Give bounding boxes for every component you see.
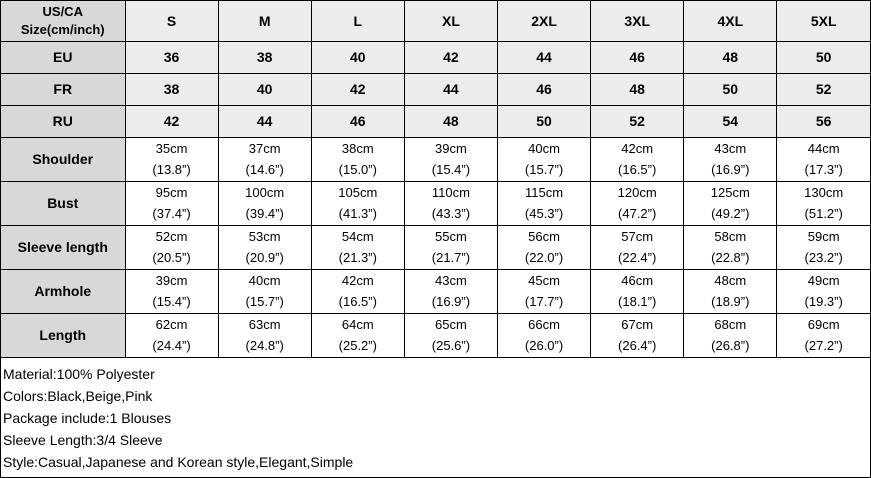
international-sizes-body [1,41,870,137]
measurement-inch: (15.7”) [524,162,564,177]
measurement-inch: (14.6”) [245,162,284,177]
measurement-cell [498,137,591,181]
measurement-cm: 105cm [338,185,378,200]
measurement-inch: (16.9”) [711,162,750,177]
measurement-cm: 65cm [435,317,467,332]
measurement-cm: 45cm [528,273,560,288]
measurement-cm: 44cm [807,141,840,156]
measurement-inch: (15.4”) [431,162,471,177]
size-conversion-cell: 48 [404,105,497,137]
size-header-s: S [125,1,218,41]
measurement-cell [311,313,404,357]
size-conversion-cell: 50 [498,105,591,137]
measurement-inch: (23.2”) [804,250,843,265]
size-conversion-cell: 50 [777,41,870,73]
measurement-row [1,137,870,181]
measurement-inch: (16.5”) [338,294,377,309]
international-size-row [1,73,870,105]
measurement-cell [777,137,870,181]
measurement-inch: (19.3”) [804,294,843,309]
corner-header-cell [1,1,125,41]
measurement-cell [404,313,497,357]
size-conversion-cell: 52 [591,105,684,137]
measurement-inch: (18.1”) [618,294,657,309]
measurement-cm: 125cm [710,185,750,200]
size-conversion-cell: 40 [218,73,311,105]
measurement-cell [498,181,591,225]
measurement-cell [777,181,870,225]
size-conversion-cell: 44 [218,105,311,137]
measurement-inch: (27.2”) [804,338,843,353]
size-conversion-cell: 44 [404,73,497,105]
measurement-cell [404,225,497,269]
measurement-cell [218,137,311,181]
measurement-inch: (26.0”) [524,338,564,353]
measurement-cell [591,225,684,269]
corner-label-line2: Size(cm/inch) [20,21,105,37]
measurement-inch: (15.0”) [338,162,377,177]
measurement-cm: 49cm [807,273,840,288]
measurement-cell [684,181,777,225]
measurement-cell [125,137,218,181]
measurement-cell [311,269,404,313]
size-conversion-cell: 42 [125,105,218,137]
measurement-cm: 67cm [621,317,654,332]
measurement-inch: (20.5”) [152,250,191,265]
measurement-cm: 62cm [155,317,188,332]
size-conversion-cell: 48 [684,41,777,73]
measurement-cm: 55cm [435,229,467,244]
size-conversion-cell: 46 [591,41,684,73]
measurement-row [1,269,870,313]
measurement-cm: 130cm [804,185,844,200]
measurement-cell [404,137,497,181]
size-header-m: M [218,1,311,41]
measurement-inch: (22.8”) [711,250,750,265]
measurement-cm: 42cm [341,273,374,288]
measurement-cell [777,269,870,313]
measurement-cm: 39cm [435,141,467,156]
info-colors: Colors:Black,Beige,Pink [3,387,153,404]
measurement-inch: (24.8”) [245,338,284,353]
measurement-label: Bust [1,181,125,225]
measurement-inch: (25.2”) [338,338,377,353]
corner-label-line1: US/CA [42,3,83,19]
measurement-cm: 35cm [155,141,188,156]
size-header-2xl: 2XL [498,1,591,41]
measurement-cm: 39cm [155,273,188,288]
measurement-cell [404,181,497,225]
measurement-cell [591,313,684,357]
measurement-cell [777,225,870,269]
measurement-cell [311,137,404,181]
size-header-5xl: 5XL [777,1,870,41]
measurement-cm: 54cm [341,229,374,244]
measurement-cell [684,225,777,269]
measurement-cell [218,181,311,225]
measurement-cell [218,269,311,313]
measurements-body [1,137,870,357]
measurement-cell [684,137,777,181]
size-conversion-cell: 42 [404,41,497,73]
size-conversion-cell: 48 [591,73,684,105]
measurement-cm: 95cm [155,185,188,200]
measurement-row [1,225,870,269]
size-conversion-cell: 52 [777,73,870,105]
measurement-inch: (18.9”) [711,294,750,309]
size-conversion-cell: 44 [498,41,591,73]
measurement-inch: (39.4”) [245,206,284,221]
measurement-cell [498,269,591,313]
measurement-cm: 38cm [341,141,374,156]
size-table [1,1,870,358]
measurement-cell [125,181,218,225]
size-header-4xl: 4XL [684,1,777,41]
measurement-inch: (13.8”) [152,162,191,177]
measurement-inch: (16.5”) [618,162,657,177]
measurement-cell [684,269,777,313]
measurement-row [1,181,870,225]
measurement-cell [311,181,404,225]
measurement-cm: 68cm [714,317,747,332]
size-conversion-cell: 36 [125,41,218,73]
measurement-inch: (45.3”) [524,206,564,221]
measurement-cm: 53cm [248,229,281,244]
info-material: Material:100% Polyester [3,365,155,382]
measurement-cell [125,313,218,357]
measurement-cm: 66cm [528,317,560,332]
measurement-cell [498,313,591,357]
measurement-cell [125,269,218,313]
measurement-cm: 64cm [341,317,374,332]
size-conversion-cell: 56 [777,105,870,137]
measurement-inch: (26.4”) [618,338,657,353]
measurement-cell [498,225,591,269]
measurement-label: Length [1,313,125,357]
measurement-cm: 110cm [431,185,470,200]
size-conversion-cell: 38 [218,41,311,73]
measurement-inch: (17.3”) [804,162,843,177]
info-package: Package include:1 Blouses [3,409,172,426]
measurement-inch: (24.4”) [152,338,191,353]
measurement-cm: 52cm [155,229,188,244]
measurement-row [1,313,870,357]
measurement-inch: (15.4”) [152,294,191,309]
size-header-3xl: 3XL [591,1,684,41]
measurement-cell [404,269,497,313]
measurement-cell [218,225,311,269]
measurement-cm: 100cm [245,185,285,200]
row-label: RU [1,105,125,137]
measurement-cm: 63cm [248,317,281,332]
product-info [1,358,870,473]
measurement-inch: (51.2”) [804,206,843,221]
row-label: EU [1,41,125,73]
size-conversion-cell: 50 [684,73,777,105]
measurement-cell [218,313,311,357]
international-size-row [1,41,870,73]
international-size-row [1,105,870,137]
row-label: FR [1,73,125,105]
size-header-l: L [311,1,404,41]
measurement-cell [591,137,684,181]
measurement-cm: 43cm [435,273,467,288]
measurement-inch: (22.0”) [524,250,564,265]
measurement-cm: 120cm [617,185,657,200]
measurement-inch: (43.3”) [431,206,471,221]
measurement-inch: (37.4”) [152,206,191,221]
measurement-cell [125,225,218,269]
measurement-inch: (16.9”) [431,294,471,309]
measurement-inch: (47.2”) [618,206,657,221]
size-header-row [1,1,870,41]
measurement-inch: (20.9”) [245,250,284,265]
measurement-cm: 37cm [248,141,281,156]
size-conversion-cell: 46 [311,105,404,137]
info-style: Style:Casual,Japanese and Korean style,Elegant,Simple [3,453,354,470]
measurement-inch: (49.2”) [711,206,750,221]
measurement-inch: (15.7”) [245,294,284,309]
measurement-cm: 43cm [714,141,747,156]
size-conversion-cell: 42 [311,73,404,105]
measurement-label: Armhole [1,269,125,313]
measurement-cm: 59cm [807,229,840,244]
measurement-label: Shoulder [1,137,125,181]
measurement-inch: (26.8”) [711,338,750,353]
measurement-inch: (21.7”) [431,250,471,265]
measurement-cell [777,313,870,357]
measurement-cm: 42cm [621,141,654,156]
measurement-inch: (22.4”) [618,250,657,265]
measurement-cm: 56cm [528,229,560,244]
measurement-inch: (25.6”) [431,338,471,353]
measurement-cm: 40cm [528,141,560,156]
measurement-cm: 40cm [248,273,281,288]
measurement-cell [591,181,684,225]
measurement-cell [311,225,404,269]
measurement-cm: 69cm [807,317,840,332]
measurement-cm: 57cm [621,229,654,244]
measurement-cell [591,269,684,313]
measurement-cm: 46cm [621,273,654,288]
measurement-label: Sleeve length [1,225,125,269]
size-conversion-cell: 54 [684,105,777,137]
measurement-inch: (21.3”) [338,250,377,265]
measurement-cm: 115cm [525,185,564,200]
measurement-cell [684,313,777,357]
size-header-xl: XL [404,1,497,41]
size-conversion-cell: 40 [311,41,404,73]
measurement-cm: 48cm [714,273,747,288]
measurement-inch: (41.3”) [338,206,377,221]
info-sleeve-length: Sleeve Length:3/4 Sleeve [3,431,163,448]
measurement-inch: (17.7”) [524,294,564,309]
measurement-cm: 58cm [714,229,747,244]
size-conversion-cell: 38 [125,73,218,105]
size-conversion-cell: 46 [498,73,591,105]
